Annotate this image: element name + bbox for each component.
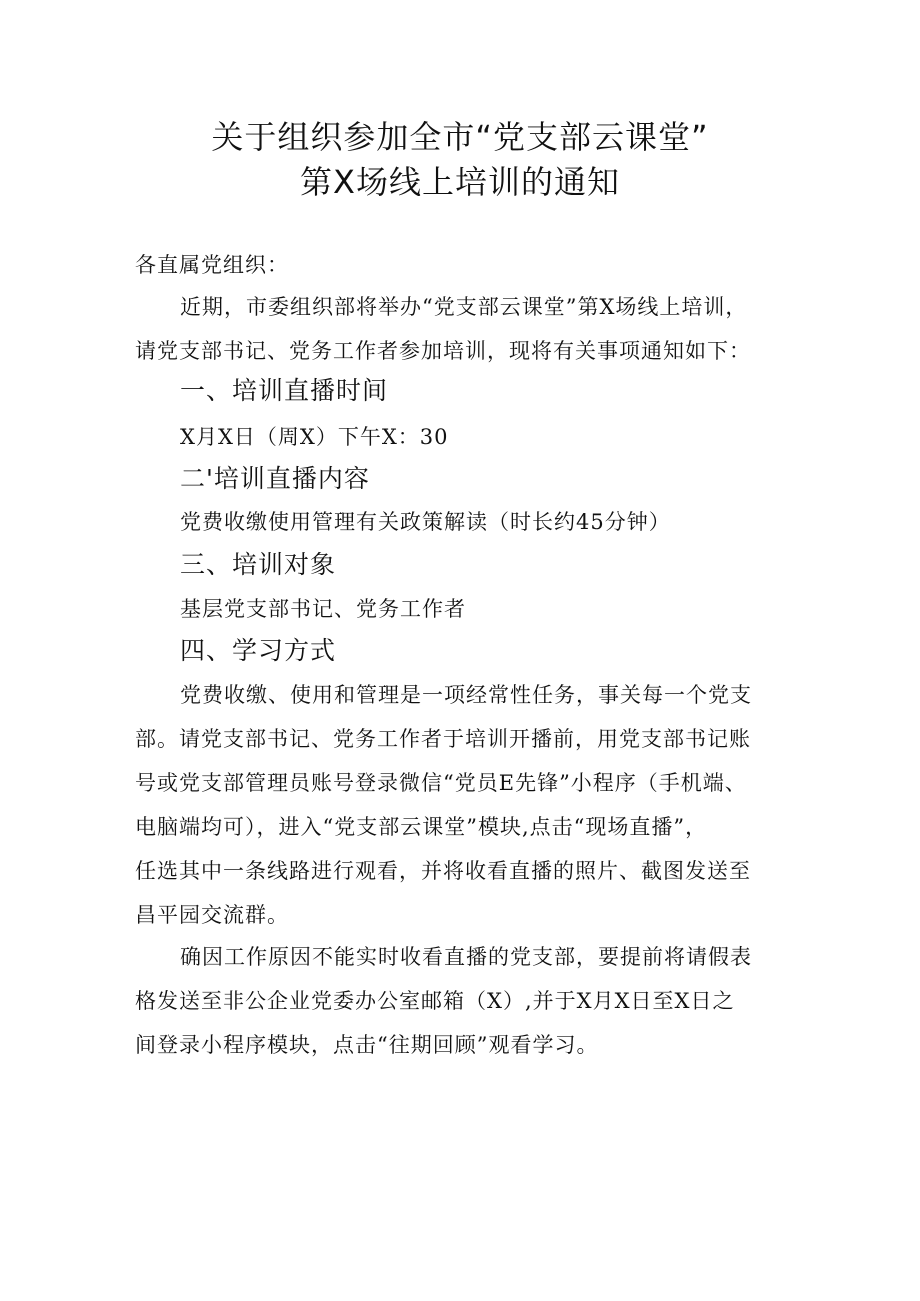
section-4-line-1: 党费收缴、使用和管理是一项经常性任务，事关每一个党支: [180, 683, 752, 707]
section-3-heading: 三、培训对象: [180, 550, 337, 579]
intro-line-1: 近期，市委组织部将举办“党支部云课堂”第X场线上培训，: [180, 295, 748, 319]
section-4-line-4: 电脑端均可），进入“党支部云课堂”模块,点击“现场直播”，: [135, 815, 708, 839]
closing-line-3: 间登录小程序模块，点击“往期回顾”观看学习。: [135, 1033, 599, 1057]
section-3-text: 基层党支部书记、党务工作者: [180, 597, 466, 621]
section-1-heading: 一、培训直播时间: [180, 376, 389, 405]
section-2-heading: 二'培训直播内容: [180, 464, 370, 493]
section-4-line-6: 昌平园交流群。: [135, 903, 289, 927]
intro-line-2: 请党支部书记、党务工作者参加培训，现将有关事项通知如下：: [135, 339, 751, 363]
section-1-text: X月X日（周X）下午X：30: [180, 425, 449, 449]
section-4-line-2: 部。请党支部书记、党务工作者于培训开播前，用党支部书记账: [135, 727, 751, 751]
closing-line-1: 确因工作原因不能实时收看直播的党支部，要提前将请假表: [180, 945, 752, 969]
closing-line-2: 格发送至非公企业党委办公室邮箱（X）,并于X月X日至X日之: [135, 989, 735, 1013]
section-4-line-3: 号或党支部管理员账号登录微信“党员E先锋”小程序（手机端、: [135, 771, 747, 795]
section-2-text: 党费收缴使用管理有关政策解读（时长约45分钟）: [180, 510, 671, 534]
section-4-heading: 四、学习方式: [180, 636, 337, 665]
title-line-2: 第X场线上培训的通知: [300, 163, 620, 201]
salutation: 各直属党组织：: [135, 253, 289, 277]
section-4-line-5: 任选其中一条线路进行观看，并将收看直播的照片、截图发送至: [135, 859, 751, 883]
title-line-1: 关于组织参加全市“党支部云课堂”: [211, 118, 709, 156]
